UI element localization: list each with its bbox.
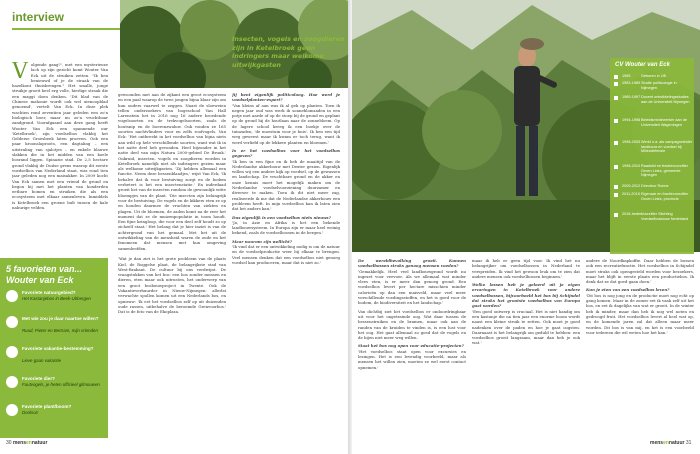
bullet-square-icon bbox=[614, 82, 618, 86]
answer-text: 'Ik vind dat er een ontwikkeling nodig is om de natuur en de voedselproductie weer bij elkaar te brengen. Veel mensen denken dat een voedselbos niet genoeg voedsel kan produceren, maar dat is niet zo.' bbox=[232, 244, 340, 265]
cv-year: 1983-1989 bbox=[622, 81, 641, 85]
favorite-question: Favoriete vakantie-bestemming? bbox=[22, 346, 94, 351]
answer-text: 'Ik ben in een fijne en ik heb de maaitijd van de Nederlandse akkerbouw met Dexter gezien. Eigenlijk willen wij een andere kijk op voedsel, op de gewassen en landschap. De vruchtbare grond en de akker en onze kennis moet het mogelijk maken om de Nederlandse voedselvoorziening duurzamer en diverser te maken. Toen ik dit niet meer zag, realiseerde ik me dat de Nederlandse akkerbouw een probleem heeft. In mijn voedselbos kan ik laten zien dat het anders kan.' bbox=[232, 158, 340, 212]
favorite-answer: Ruud, Pieter en Bertram, mijn vrienden bbox=[22, 328, 98, 333]
question-heading: Staat het bos nog open voor educatie-projecten? bbox=[358, 343, 464, 349]
favorite-answer: Fuutvogels, je heten officieel gilmouwen bbox=[22, 382, 100, 387]
answer-text: 'Dit bos is nog jong en de productie moet nog echt op gang komen. Maar in de zomer eet ik vaak zelf uit het bos, en eet ik dagelijks van wat er groeit. In de winter heb ik minder, maar dan heb ik nog wel noten en gedroogd fruit. Het voedselbos levert al heel wat op, en de komende jaren zal dat alleen maar meer worden. Dit bos is van mij, en het is een voorbeeld voor iedereen die wil weten hoe het kan.' bbox=[586, 292, 694, 335]
bullet-square-icon bbox=[614, 193, 618, 197]
body-column-4 bbox=[358, 258, 466, 438]
question-heading: Welke lessen heb je geleerd uit je eigen ervaringen in Ketelbroek voor andere voedselbossen, bijvoorbeeld het bos bij Schijndel dat straks het grootste voedselbos van Europa gaat worden? bbox=[472, 282, 580, 309]
favorites-title-line-1: 5 favorieten van... bbox=[6, 264, 83, 274]
footer-right bbox=[650, 440, 691, 446]
body-column-3 bbox=[232, 92, 340, 436]
footer-left bbox=[6, 440, 47, 446]
question-heading: Is er het voedselbos voor het voedselbos gegeven? bbox=[232, 147, 340, 159]
question-heading: De wereldbevolking groeit. Kunnen voedselbossen straks genoeg mensen voeden? bbox=[358, 258, 466, 269]
question-heading: Jij bent eigenlijk politicoloog. Hoe werd je voedselplanten-expert? bbox=[232, 92, 340, 103]
pull-quote-headline: Insecten, vogels en zoogdieren zijn in Ketelbroek geen indringers maar welkome uitwijkgasten bbox=[232, 35, 345, 69]
answer-text: 'Van kleins af aan was ik al gek op planten. Toen ik negen jaar oud was werk ik sonneblomzaden in een potje met aarde of op de stoep bij de grond en geplant op de grond bij de houtlaan naar de zonnebloem. Op de lagere school kreeg ik een boekje over de tuinzaden, 'de moestuin voor je huis'. Ik ben een tijd weg geweest maar ik kwam er toch terug, want ik werd verliefd op de lekkere planten en bloemen.' bbox=[232, 102, 340, 145]
favorite-question: Favoriete dier? bbox=[22, 376, 55, 381]
favorite-answer: Doolsoir bbox=[22, 410, 39, 415]
suitcase-icon bbox=[6, 346, 18, 358]
favorites-box bbox=[0, 258, 108, 438]
cv-box bbox=[610, 58, 694, 254]
bullet-square-icon bbox=[614, 119, 618, 123]
bullet-square-icon bbox=[614, 141, 618, 145]
favorites-title-line-2: Wouter van Eck bbox=[6, 275, 74, 285]
tree-icon bbox=[6, 290, 18, 302]
body-paragraph: Van dichtbij ziet het voedselbos er ondoordringbaar uit voor het ongetrainde oog. Wat daar tussen de bessenstruiken en de bramen, maar ook aan de randen van de kruiden te vinden is, is een lust voor het oog. Het gaat allemaal zo goed dat de vogels en de bijen niet meer weg willen. bbox=[358, 308, 466, 341]
bullet-square-icon bbox=[614, 165, 618, 169]
page-number: 30 bbox=[6, 440, 12, 446]
cv-year: 1998-2003 bbox=[622, 140, 641, 144]
body-paragraph: andere de Noordkapkoffie. Daar hebben de bossen ook een recreatiefunctie. Het voedselbos in Schijndel moet straks ook opengesteld worden voor bezoekers, maar het blijft in eerste plaats een productiebos. Ik denk dat ze dat goed gaan doen.' bbox=[586, 258, 694, 285]
favorite-question: Favoriete natuurgebied? bbox=[22, 290, 76, 295]
cv-text: Docent ontwikkelingsstudies aan de Universiteit Nijmegen bbox=[641, 95, 690, 104]
section-label: interview bbox=[12, 10, 65, 24]
bullet-square-icon bbox=[614, 96, 618, 100]
cv-year: 2011-2015 bbox=[622, 192, 640, 196]
cv-text: Studie politicologie in Nijmegen bbox=[641, 81, 677, 90]
bullet-square-icon bbox=[614, 185, 618, 189]
brand-logo: mensennatuur bbox=[650, 440, 685, 446]
body-column-5 bbox=[472, 258, 580, 438]
people-icon bbox=[6, 316, 18, 328]
body-column-1 bbox=[12, 62, 108, 252]
favorite-question: Met wie zou je daar naartoe willen? bbox=[22, 316, 99, 321]
animal-icon bbox=[6, 376, 18, 388]
cv-year: 2009-2012 bbox=[622, 184, 641, 188]
favorite-question: Favoriete plant/boom? bbox=[22, 404, 72, 409]
plant-icon bbox=[6, 404, 18, 416]
col2-text-2: 'Wat je dan ziet is het grote probleem van de plaats Kiel, de Roggelse plaat, de belangrijkste stad van West-Brabant. De cultuur bij ons verdwijnt. De vraagstukken van het bos: een bos zonder mensen en dieren, eten maar ook uitrusten, het onderwerp van een groot bosbouwproject in Twente. Ook de Vakantieverhuurder in Nieuw-Nijmegen: allerlei verwachte spullen komen uit een Nederlands bos, en opnieuw: 'Ik eet het voedselbos zelf op uit duizenden oude rassen, uitbehalve de beroemde Grenvoorbos.' Dat is de foto van de Ekoplaza. bbox=[118, 256, 226, 315]
body-paragraph: maar ik heb er geen tijd voor. Ik vind het nu belangrijker om voedselbossen in Nederland te verspreiden. Ik vind het gewoon leuk om te zien dat andere mensen ook voedselbossen beginnen.' bbox=[472, 258, 580, 279]
drop-cap: V bbox=[12, 62, 28, 84]
cv-text: Voorzitter Stichting Voedselbosbouw Nederland bbox=[641, 212, 689, 221]
cv-text: Werkt o.a. als campagneleider landbouw en voedsel bij Milieudefensie bbox=[641, 140, 693, 154]
answer-text: 'Het voedselbos staat open voor excursies en lezingen. Het is een levendig voorbeeld, maar als mensen het willen zien, moeten ze wel eerst contact opnemen.' bbox=[358, 348, 466, 370]
cv-text: Raadslid en fractievoorzitter Groen Links, gemeente Nijmegen bbox=[641, 164, 689, 178]
question-heading: Kun je eten van een voedselbos leven? bbox=[586, 287, 670, 293]
page-number: 31 bbox=[685, 440, 692, 446]
answer-text: 'Gemakkelijk. Heel veel landbouwgrond wordt nu ingezet voor veevoer. Als we allemaal wat minder vlees eten, is er meer dan genoeg grond. Een voedselbos levert per hectare misschien minder calorieën op dan een maisveld, maar veel meer verschillende voedingsstoffen, en het is goed voor de bodem, de biodiversiteit en het landschap.' bbox=[358, 268, 466, 306]
body-column-2 bbox=[118, 92, 226, 436]
cv-text: Geboren in Uft bbox=[641, 74, 666, 78]
cv-text: Eigenaar en fractievoorzitter Groen Links, provincie bbox=[641, 192, 689, 201]
question-heading: Dus eigenlijk is een voedselbos niets nieuws? bbox=[232, 214, 331, 220]
favorites-title bbox=[6, 264, 82, 286]
answer-text: 'Een goed ontwerp is cruciaal. Het is niet handig om een kastanje die na tien jaar een enorme boom wordt naast een kleine struik te zetten. Ook moet je goed nadenken over de paden en hoe je gaat oogsten. Daarnaast is het belangrijk om geduld te hebben: een voedselbos groeit langzaam, maar dan heb je ook wat.' bbox=[472, 308, 580, 346]
answer-text: 'Ja, in Azie en Afrika is het een bekende landbouwsysteem. In Europa zijn er maar heel weinig bekend, zoals de voedselbossen in de bergen.' bbox=[232, 219, 340, 236]
cv-title: CV Wouter van Eck bbox=[615, 62, 670, 68]
favorite-answer: Het Kastanjebos in Beek-Ubbergen bbox=[22, 296, 91, 301]
cv-text: Directeur Ronne bbox=[641, 184, 669, 188]
col2-text: gewoonden met aan de zijkant een groot ecosysteem en een paal waarop de twee jongen bijna klaar zijn om hun ouders vaarwel te zeggen. Naast de sloeweien tellen onderzoekers van bogeschool Van Hall Larenstein het in 2016 nog 16 andere broedende vogelsoorten en de trekvogelsoorten, zoals de houtsnip en de boerenzwaluw. Ook vonden ze 165 soorten nachtvlinders voor en zelfs roofvogels. Van Eck: 'Het ontbreekt in het voedselbos van bijna niets aan wild op hele verschillende soorten, want wat ik in het natte deel heb gevonden. Heel bijzonder in het natte deel van mijn Natura 2000-gebied De Bruuk.' Onkruid, insecten, vogels en zoogdieren worden in Ketelbroek namelijk niet als indringers gezien maar als welkome uitwijkgasten. 'Zij hebben allemaal een functie. Neem deze bessenblaadjes,' wijst Van Eck, 'Ik behalve dat ik voor bestuiving zorgt en de bodem verbetert is het een insectenstatie.' En inderdaad groeit het van de insecten rondom de gewoonlijk witte bloempjes van de plant. 'Die insecten zijn belangrijk voor de bestuiving. De vogels en de kikkers eten ze op en houden daarmee de vruchten van ziekten en plagen. Uit de bloemen, de zaden komt na de zeer het moment dat ze de muizenpopulatie in toom houdt. Een fijne kringloop, die voor een deel zelf houdt zo op zichzelf staat.' Het belang dat je hier inziet is van de achtergrond van het gemaal. Met het uit de ontwikkeling van de mensheid waren de oude en het fenomeen dat mensen met hun omgeving samenleefden. bbox=[118, 92, 226, 251]
bullet-square-icon bbox=[614, 213, 618, 217]
cv-year: 1994-1998 bbox=[622, 118, 641, 122]
cv-year: 1998-2010 bbox=[622, 164, 641, 168]
cv-text: Beleidsmedewerker aan de Universiteit Wageningen bbox=[641, 118, 688, 127]
favorite-answer: Lieve gaan vakantie bbox=[22, 358, 62, 363]
question-heading: Maar waarom zijn wellicht? bbox=[232, 238, 293, 244]
body-column-6 bbox=[586, 258, 694, 438]
cv-year: 1989-1997 bbox=[622, 95, 641, 99]
bullet-square-icon bbox=[614, 75, 618, 79]
cv-year: 1965 bbox=[622, 74, 631, 78]
col1-text: olgende gang?', met een mysterieuze lach op zijn gezicht komt Wouter Van Eck uit de struiken zetten. "Ik ben benieuwd of je de straak van de hazelkont thuisbrengen." Het smalle, jonge struikje groeit heel erg volle, hierlige straak die een maggi doen denken. 'Dit blad van de Chinese mahonie wordt ook wel uienoopblad genoemd', vertelt Van Eck. In deze plek wachten rond zeventien jaar geleden een zo'n biologisch boer, maar nu zo'n vruchtbaar zandgrond. Voorafgaand aan deze gang heeft Wouter Van Eck een spannende uur 'Ketelbroek', zijn voedselbos vlakbij het Gelderse Groesbeek laten proeven. Ook een paar kroonslaproots, een dagtaling – een uitstraling van sjalotjes – en enkele blauwe slakken die in het midden van een koele bosrand liggen. Spinazie stad. De 2,5 hectare grond vlakbij de Duitse grens waarop dit eerste voedselbos van Nederland staat, was rond tien jaar geleden nog een maisakker. In 2009 kocht Van Eck samen met een vriend de grond en begon hij met het planten van honderden eetbare bomen en struiken die als een ecosysteem met elkaar samenleven. Inmiddels is Ketelbroek een groene bult tussen de kale naburige velden. bbox=[12, 62, 108, 211]
cv-year: 2016-heden bbox=[622, 212, 643, 216]
brand-logo: mensennatuur bbox=[12, 440, 48, 446]
